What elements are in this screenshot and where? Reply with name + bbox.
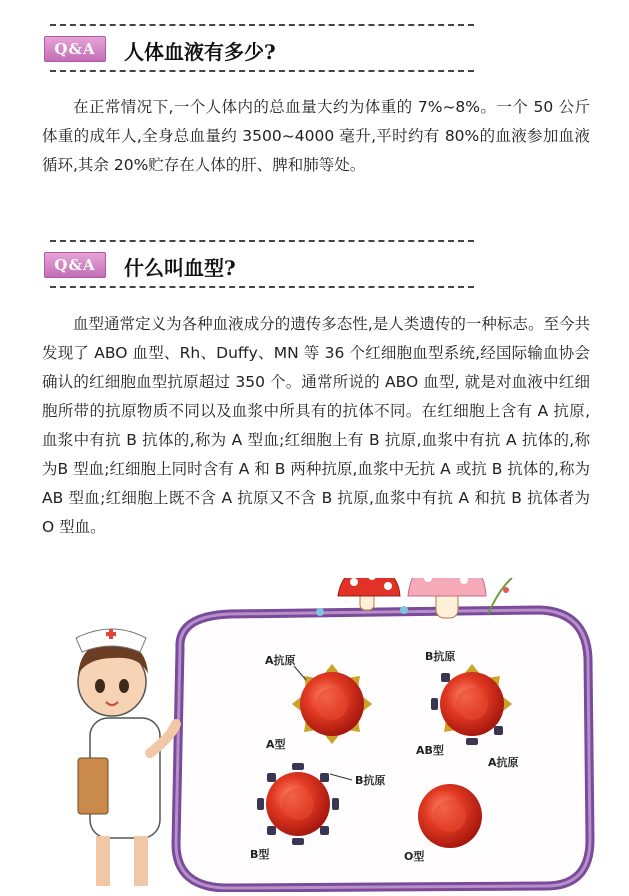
label-a-antigen-right: A抗原 bbox=[488, 756, 519, 769]
section-paragraph: 血型通常定义为各种血液成分的遗传多态性,是人类遗传的一种标志。至今共发现了 ABO 血型、Rh、Duffy、MN 等 36 个红细胞血型系统,经国际输血协会确认的红细胞血型抗原超过 350 个。通常所说的 ABO 血型, 就是对血液中红细胞所带的抗原物质不同以及血浆中所具有的抗体不同。在红细胞上含有 A 抗原,血浆中有抗 B 抗体的,称为 A 型血;红细胞上有 B 抗原,血浆中有抗 A 抗体的,称为B 型血;红细胞上同时含有 A 和 B 两种抗原,血浆中无抗 A 或抗 B 抗体的,称为 AB 型血;红细胞上既不含 A 抗原又不含 B 抗原,血浆中有抗 A 和抗 B 抗体者为 O 型血。 bbox=[42, 315, 590, 536]
divider-bottom-1 bbox=[50, 70, 474, 72]
nurse-illustration-icon bbox=[76, 629, 176, 886]
blood-type-illustration bbox=[0, 578, 629, 892]
qa-badge: Q&A bbox=[44, 252, 106, 278]
red-cell-type-a bbox=[292, 664, 372, 744]
divider-bottom-2 bbox=[50, 286, 474, 288]
illustration-svg bbox=[0, 578, 629, 892]
section-paragraph: 在正常情况下,一个人体内的总血量大约为体重的 7%~8%。一个 50 公斤体重的成年人,全身总血量约 3500~4000 毫升,平时约有 80%的血液参加血液循环,其余 20%贮存在人体的肝、脾和肺等处。 bbox=[42, 98, 590, 174]
qa-badge: Q&A bbox=[44, 36, 106, 62]
frame-outline bbox=[176, 610, 590, 888]
label-b-antigen-top: B抗原 bbox=[425, 650, 456, 663]
label-type-ab: AB型 bbox=[416, 744, 444, 757]
divider-top-1 bbox=[50, 24, 474, 26]
label-b-antigen-bottom: B抗原 bbox=[355, 774, 386, 787]
red-cell-type-o bbox=[418, 784, 482, 848]
red-cell-type-b bbox=[257, 763, 339, 845]
section-title: 什么叫血型? bbox=[124, 256, 236, 280]
label-a-antigen: A抗原 bbox=[265, 654, 296, 667]
label-type-a: A型 bbox=[266, 738, 286, 751]
label-type-o: O型 bbox=[404, 850, 425, 863]
mushroom-red-icon bbox=[338, 578, 400, 610]
divider-top-2 bbox=[50, 240, 474, 242]
label-type-b: B型 bbox=[250, 848, 270, 861]
section-title: 人体血液有多少? bbox=[124, 40, 276, 64]
